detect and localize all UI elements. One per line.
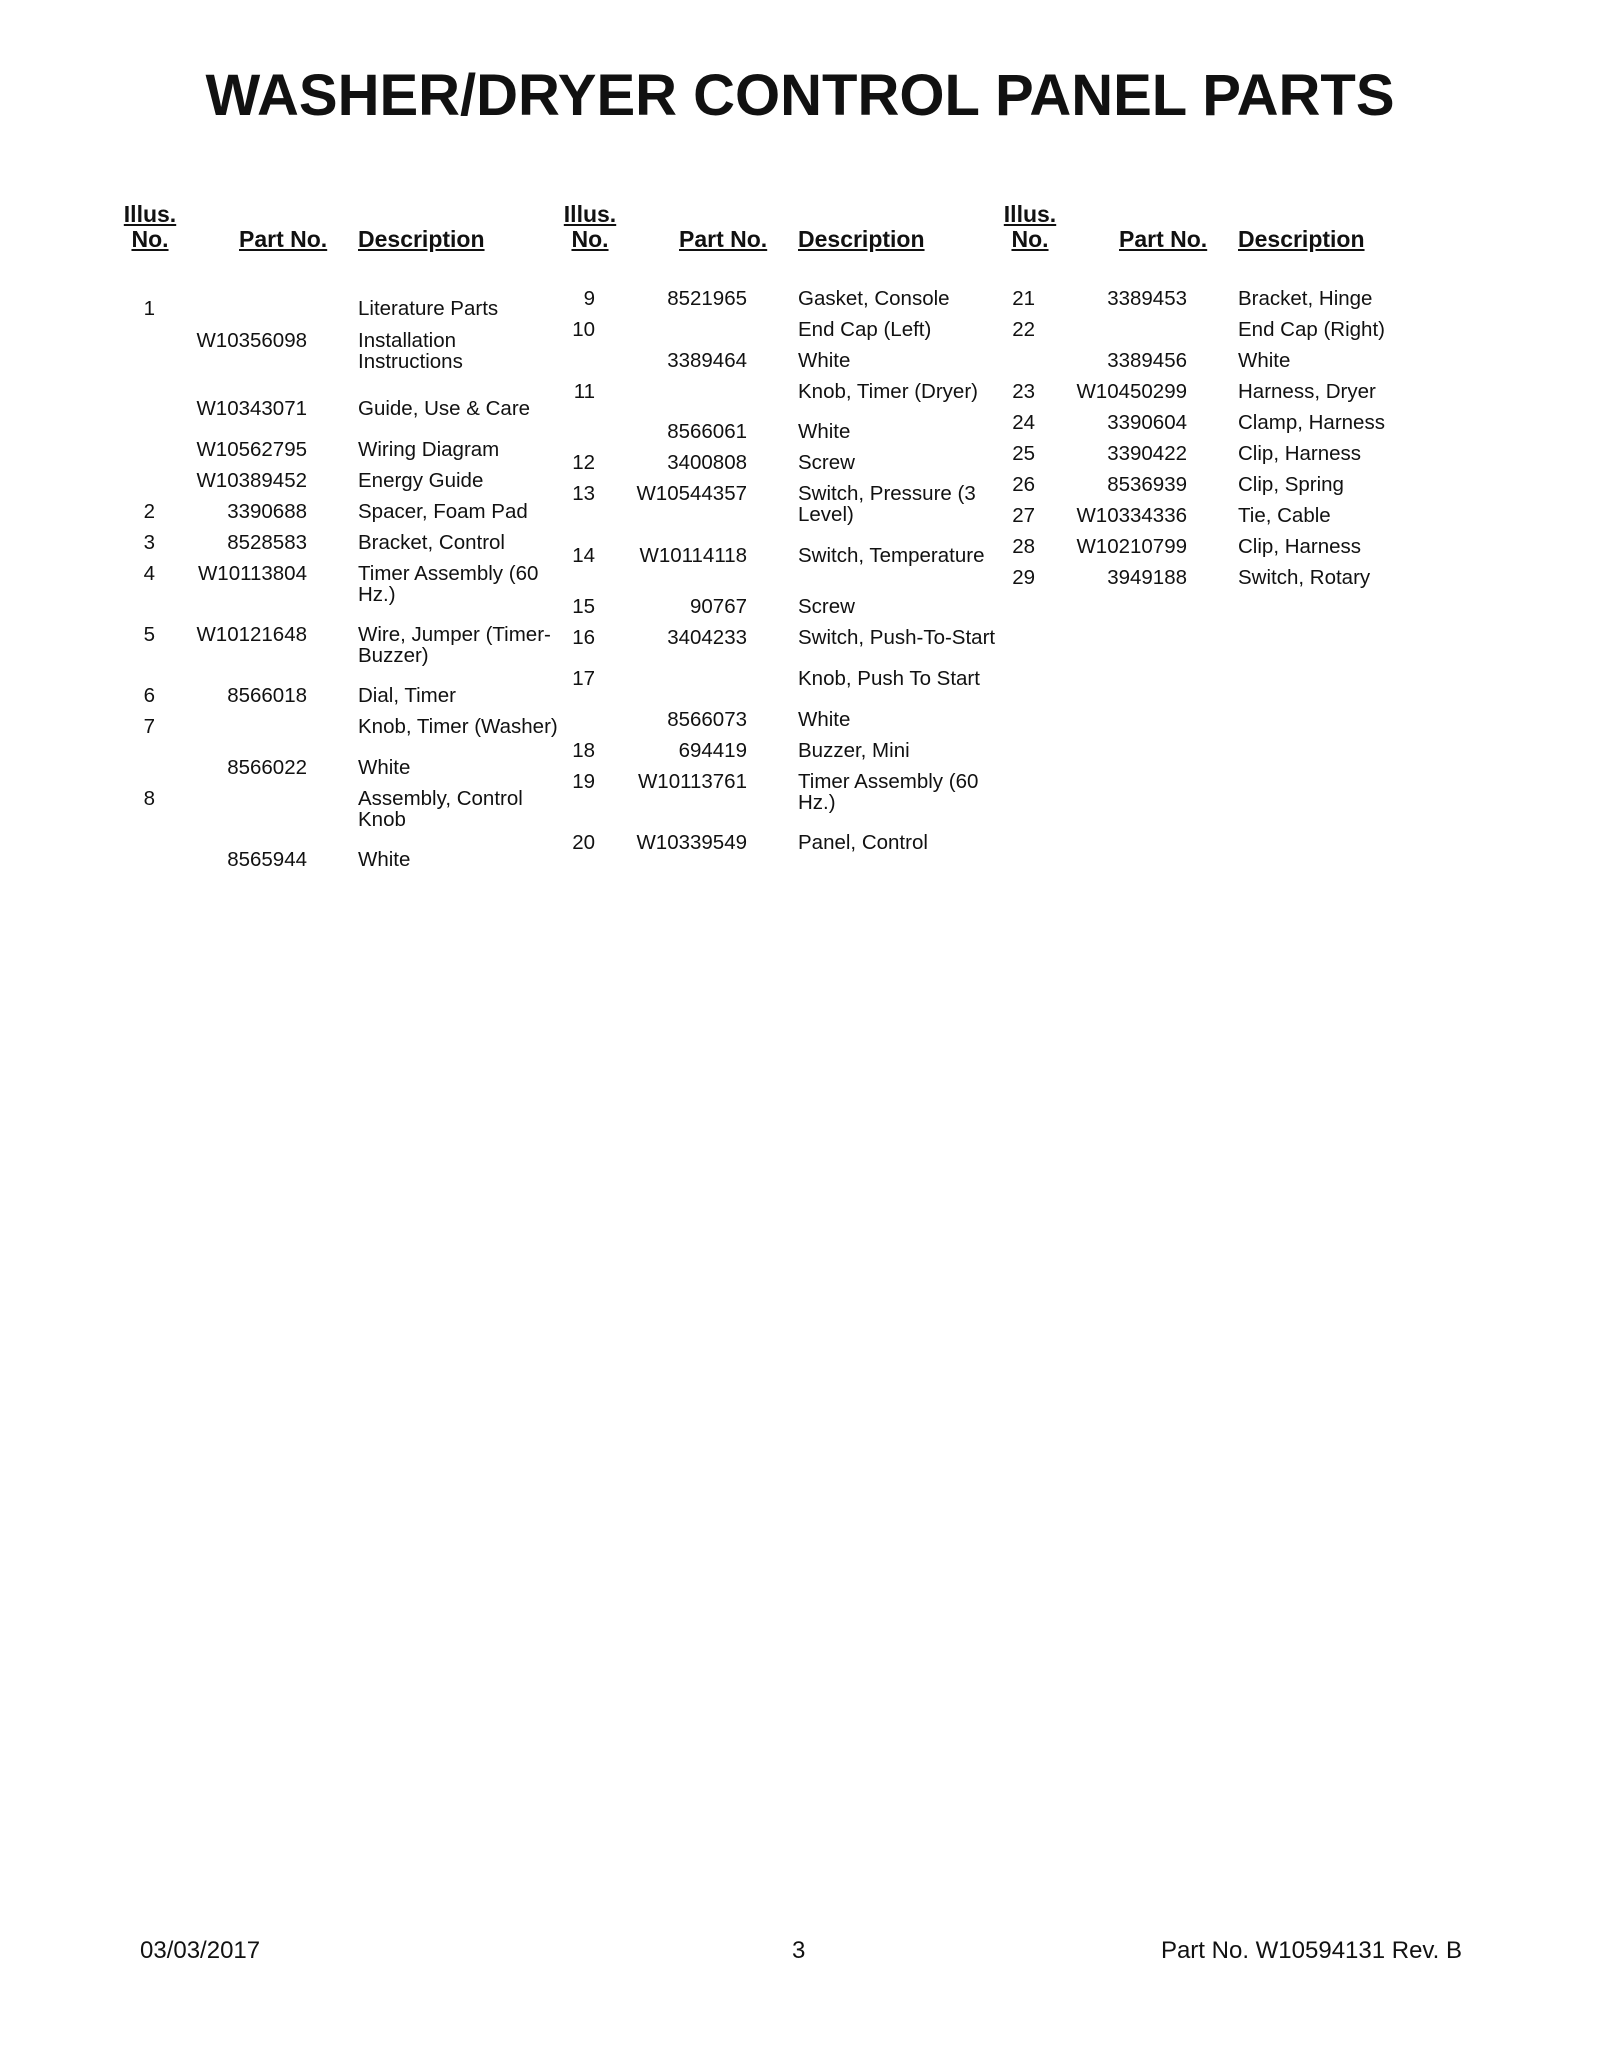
illus-number: 28 <box>1012 535 1035 558</box>
part-description: Dial, Timer <box>358 684 456 707</box>
part-description: Buzzer, Mini <box>798 739 910 762</box>
part-description: Knob, Push To Start <box>798 667 980 690</box>
header-description: Description <box>358 226 485 252</box>
illus-number: 22 <box>1012 318 1035 341</box>
part-description: Tie, Cable <box>1238 504 1331 527</box>
part-description: Clip, Spring <box>1238 473 1344 496</box>
header-illus-no: No. <box>131 226 169 252</box>
part-number: 3390688 <box>227 500 307 523</box>
part-description: Knob, Timer (Washer) <box>358 715 558 738</box>
illus-number: 18 <box>572 739 595 762</box>
illus-number: 2 <box>143 500 155 523</box>
illus-number: 29 <box>1012 566 1035 589</box>
illus-number: 26 <box>1012 473 1035 496</box>
header-description: Description <box>798 226 925 252</box>
illus-number: 7 <box>143 715 155 738</box>
part-number: W10450299 <box>1076 380 1187 403</box>
part-number: W10334336 <box>1076 504 1187 527</box>
part-number: W10113761 <box>637 770 747 793</box>
part-number: W10356098 <box>196 329 307 352</box>
illus-number: 11 <box>573 380 595 403</box>
part-number: 3390422 <box>1107 442 1187 465</box>
footer-date: 03/03/2017 <box>140 1937 261 1964</box>
part-number: W10339549 <box>636 831 747 854</box>
part-description: White <box>798 349 851 372</box>
part-number: W10114118 <box>639 544 747 567</box>
illus-number: 10 <box>572 318 595 341</box>
part-description: White <box>358 848 411 871</box>
illus-number: 24 <box>1012 411 1035 434</box>
illus-number: 5 <box>143 623 155 646</box>
part-description: Switch, Rotary <box>1238 566 1371 589</box>
illus-number: 9 <box>583 287 595 310</box>
part-number: W10562795 <box>196 438 307 461</box>
illus-number: 19 <box>572 770 595 793</box>
part-description: Clip, Harness <box>1238 442 1362 465</box>
part-description: Screw <box>798 451 855 474</box>
illus-number: 23 <box>1012 380 1035 403</box>
header-illus-label: Illus. <box>563 201 617 227</box>
part-description: White <box>1238 349 1291 372</box>
part-number: 3404233 <box>667 626 747 649</box>
header-illus-label: Illus. <box>1003 201 1057 227</box>
part-description: Spacer, Foam Pad <box>358 500 528 523</box>
part-description: Panel, Control <box>798 831 928 854</box>
part-number: W10113804 <box>197 562 307 585</box>
illus-number: 6 <box>143 684 155 707</box>
illus-number: 27 <box>1012 504 1035 527</box>
page-title: WASHER/DRYER CONTROL PANEL PARTS <box>205 63 1395 128</box>
illus-number: 15 <box>572 595 595 618</box>
illus-number: 13 <box>572 482 595 505</box>
part-number: 8528583 <box>227 531 307 554</box>
part-number: 8521965 <box>667 287 747 310</box>
illus-number: 1 <box>143 297 155 320</box>
part-description: Installation Instructions <box>358 329 463 373</box>
part-number: 8566061 <box>667 420 747 443</box>
part-number: 8566022 <box>227 756 307 779</box>
part-number: W10121648 <box>196 623 307 646</box>
header-illus-no: No. <box>571 226 609 252</box>
part-number: 8565944 <box>227 848 307 871</box>
footer-page-number: 3 <box>792 1937 806 1964</box>
header-illus-label: Illus. <box>123 201 177 227</box>
part-description: Switch, Pressure (3 Level) <box>798 482 976 526</box>
header-description: Description <box>1238 226 1365 252</box>
part-description: White <box>798 708 851 731</box>
part-description: Switch, Push-To-Start <box>798 626 996 649</box>
illus-number: 4 <box>143 562 155 585</box>
part-number: W10544357 <box>636 482 747 505</box>
part-number: W10343071 <box>196 397 307 420</box>
header-part-no: Part No. <box>1119 226 1208 252</box>
part-description: Knob, Timer (Dryer) <box>798 380 978 403</box>
part-description: Energy Guide <box>358 469 484 492</box>
part-number: 8536939 <box>1107 473 1187 496</box>
part-description: Harness, Dryer <box>1238 380 1376 403</box>
part-description: Guide, Use & Care <box>358 397 531 420</box>
part-description: Wire, Jumper (Timer-Buzzer) <box>358 623 551 667</box>
part-description: Switch, Temperature <box>798 544 985 567</box>
illus-number: 20 <box>572 831 595 854</box>
part-number: 3389453 <box>1107 287 1187 310</box>
part-description: Gasket, Console <box>798 287 950 310</box>
part-number: 694419 <box>678 739 747 762</box>
illus-number: 8 <box>143 787 155 810</box>
part-number: 3400808 <box>667 451 747 474</box>
part-number: 3390604 <box>1107 411 1187 434</box>
illus-number: 17 <box>572 667 595 690</box>
part-description: Literature Parts <box>358 297 499 320</box>
illus-number: 16 <box>572 626 595 649</box>
part-number: 3389456 <box>1107 349 1187 372</box>
part-description: White <box>358 756 411 779</box>
part-description: End Cap (Left) <box>798 318 932 341</box>
part-description: White <box>798 420 851 443</box>
part-number: 3949188 <box>1107 566 1187 589</box>
part-description: Timer Assembly (60 Hz.) <box>798 770 979 814</box>
part-description: Bracket, Control <box>358 531 505 554</box>
part-description: Assembly, Control Knob <box>358 787 523 831</box>
part-number: 90767 <box>689 595 747 618</box>
part-description: Clip, Harness <box>1238 535 1362 558</box>
part-description: Clamp, Harness <box>1238 411 1385 434</box>
illus-number: 3 <box>143 531 155 554</box>
illus-number: 14 <box>572 544 595 567</box>
part-number: 8566073 <box>667 708 747 731</box>
part-description: Bracket, Hinge <box>1238 287 1373 310</box>
part-description: Screw <box>798 595 855 618</box>
part-number: W10210799 <box>1076 535 1187 558</box>
part-description: Timer Assembly (60 Hz.) <box>358 562 539 606</box>
illus-number: 21 <box>1012 287 1035 310</box>
header-illus-no: No. <box>1011 226 1049 252</box>
footer-part-number: Part No. W10594131 Rev. B <box>1160 1937 1462 1964</box>
illus-number: 25 <box>1012 442 1035 465</box>
header-part-no: Part No. <box>239 226 328 252</box>
part-number: 8566018 <box>227 684 307 707</box>
part-number: W10389452 <box>196 469 307 492</box>
part-description: Wiring Diagram <box>358 438 500 461</box>
header-part-no: Part No. <box>679 226 768 252</box>
part-number: 3389464 <box>667 349 747 372</box>
part-description: End Cap (Right) <box>1238 318 1385 341</box>
illus-number: 12 <box>572 451 595 474</box>
